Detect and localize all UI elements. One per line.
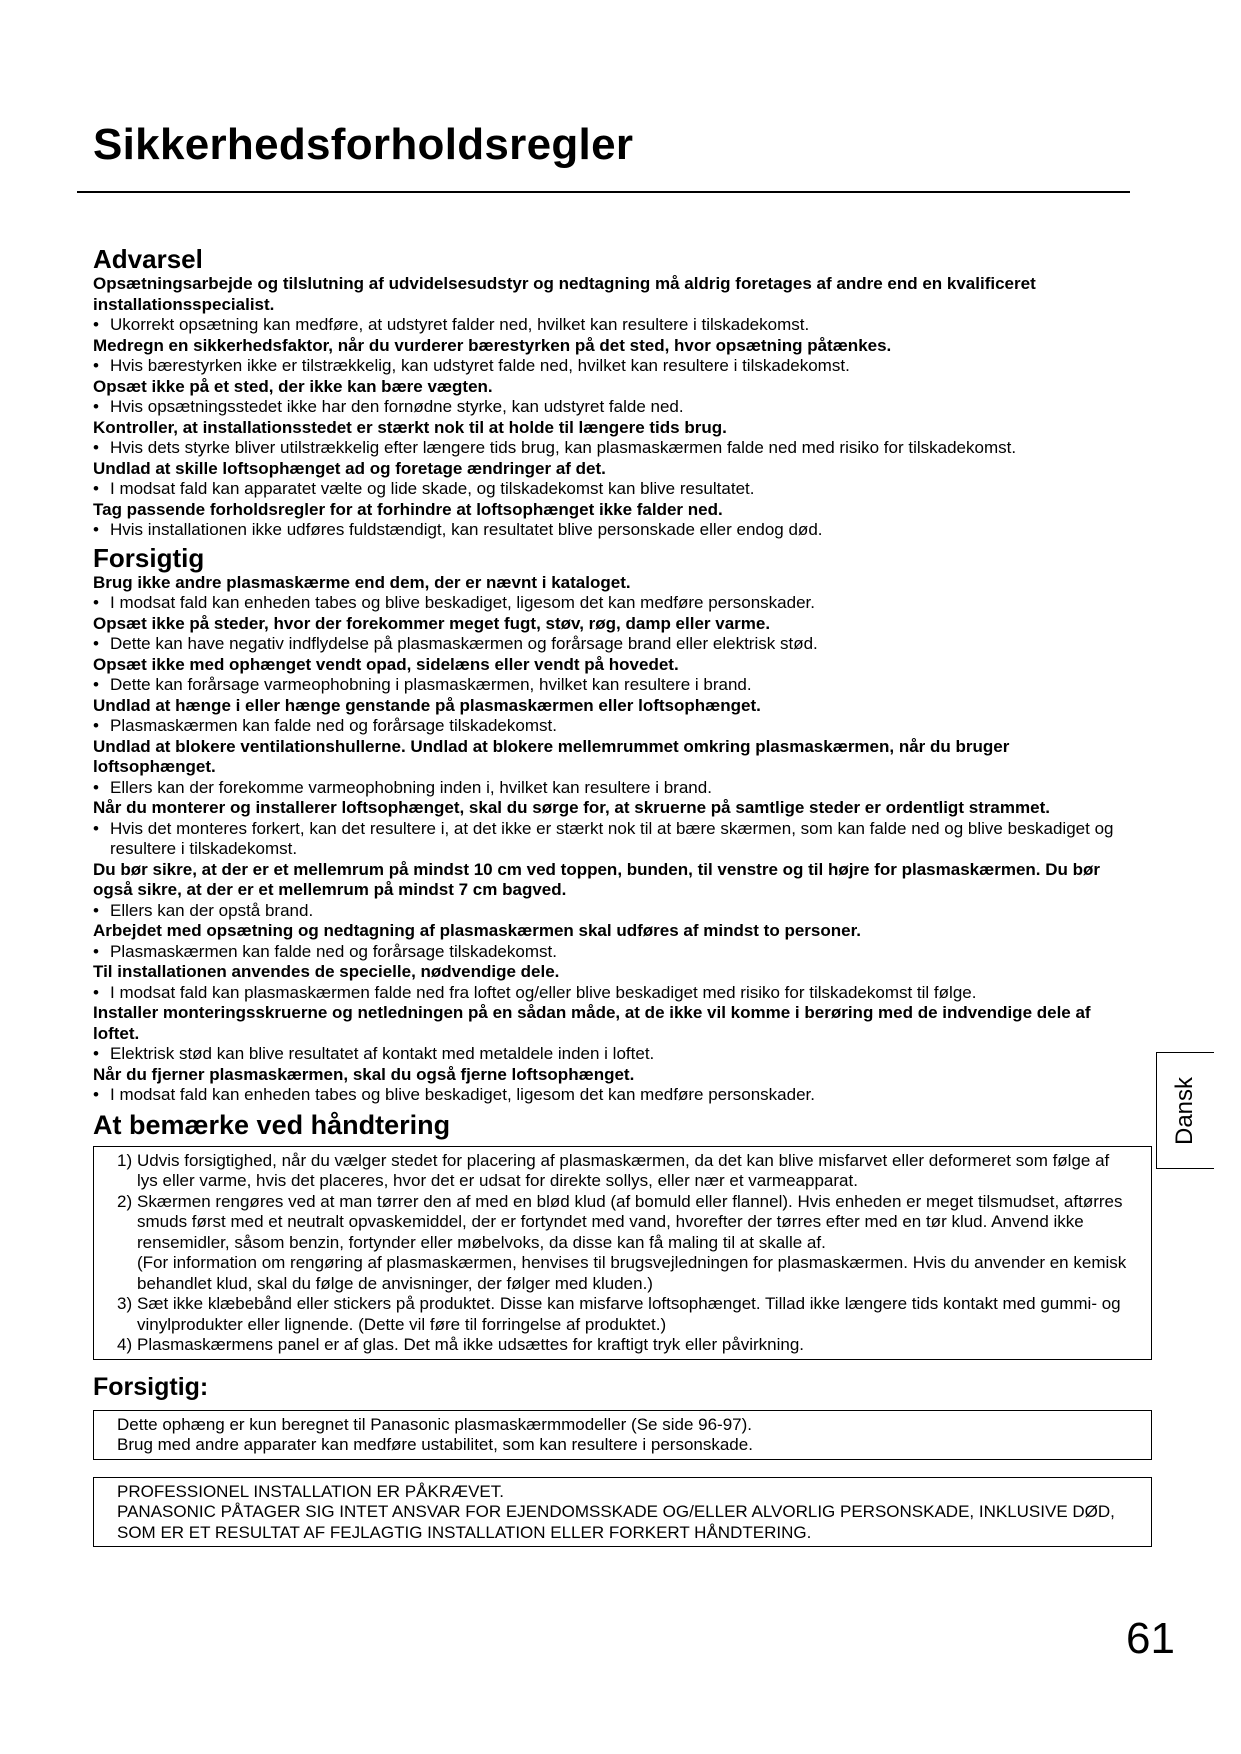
note-text: Hvis opsætningsstedet ikke har den fornødne styrke, kan udstyret falde ned.	[110, 397, 684, 416]
forsigtig-item-note	[93, 1044, 1133, 1065]
forsigtig-list	[93, 573, 1133, 1106]
note-text: I modsat fald kan enheden tabes og blive beskadiget, ligesom det kan medføre personskader.	[110, 1085, 815, 1104]
professional-line: PANASONIC PÅTAGER SIG INTET ANSVAR FOR EJENDOMSSKADE OG/ELLER ALVORLIG PERSONSKADE, INKLUSIVE DØD, SOM ER ET RESULTAT AF FEJLAGTIG INSTALLATION ELLER FORKERT HÅNDTERING.	[117, 1502, 1115, 1542]
bullet-icon: •	[93, 438, 99, 457]
item-number: 4)	[117, 1335, 133, 1354]
forsigtig-item-note	[93, 901, 1133, 922]
advarsel-list	[93, 274, 1133, 541]
bullet-icon: •	[93, 777, 99, 797]
advarsel-item-heading: Kontroller, at installationsstedet er stærkt nok til at holde til længere tids brug.	[93, 417, 727, 437]
professional-line: PROFESSIONEL INSTALLATION ER PÅKRÆVET.	[117, 1481, 504, 1501]
advarsel-item-heading: Medregn en sikkerhedsfaktor, når du vurderer bærestyrken på det sted, hvor opsætning påtænkes.	[93, 335, 892, 355]
handling-item	[117, 1335, 1133, 1356]
forsigtig-item-heading: Arbejdet med opsætning og nedtagning af plasmaskærmen skal udføres af mindst to personer.	[93, 921, 861, 940]
handling-item	[117, 1294, 1133, 1335]
bullet-icon: •	[93, 900, 99, 920]
item-subnote: (For information om rengøring af plasmaskærmen, henvises til brugsvejledningen for plasmaskærmen. Hvis du anvender en kemisk behandlet klud, skal du følge de anvisninger, der følger med kluden.)	[137, 1253, 1127, 1293]
forsigtig-item-heading: Når du fjerner plasmaskærmen, skal du også fjerne loftsophænget.	[93, 1064, 635, 1084]
note-text: I modsat fald kan apparatet vælte og lide skade, og tilskadekomst kan blive resultatet.	[110, 479, 755, 498]
bullet-icon: •	[93, 315, 99, 334]
bullet-icon: •	[93, 397, 99, 416]
note-text: Hvis installationen ikke udføres fuldstændigt, kan resultatet blive personskade eller endog død.	[110, 520, 823, 539]
forsigtig-item-heading: Opsæt ikke på steder, hvor der forekommer meget fugt, støv, røg, damp eller varme.	[93, 613, 771, 633]
item-text: Udvis forsigtighed, når du vælger stedet for placering af plasmaskærmen, da det kan blive misfarvet eller deformeret som følge af lys eller varme, hvis det placeres, hvor det er udsat for direkte sollys, eller nær et varmeapparat.	[137, 1150, 1110, 1190]
advarsel-item-note	[93, 520, 1133, 541]
caution-box	[93, 1410, 1152, 1460]
item-number: 2)	[117, 1191, 133, 1211]
content	[93, 244, 1133, 1547]
forsigtig-item-note	[93, 1085, 1133, 1106]
forsigtig-item-heading: Til installationen anvendes de specielle, nødvendige dele.	[93, 962, 560, 981]
advarsel-item-note	[93, 438, 1133, 459]
note-text: Hvis dets styrke bliver utilstrækkelig efter længere tids brug, kan plasmaskærmen falde ned med risiko for tilskadekomst.	[110, 438, 1017, 457]
bullet-icon: •	[93, 593, 99, 612]
item-number: 1)	[117, 1150, 133, 1170]
caution-heading: Forsigtig:	[93, 1372, 209, 1401]
note-text: I modsat fald kan plasmaskærmen falde ned fra loftet og/eller blive beskadiget med risiko for tilskadekomst til følge.	[110, 982, 977, 1002]
bullet-icon: •	[93, 716, 99, 735]
note-text: Ukorrekt opsætning kan medføre, at udstyret falder ned, hvilket kan resultere i tilskadekomst.	[110, 315, 810, 334]
language-tab-label: Dansk	[1171, 1076, 1199, 1145]
item-text: Plasmaskærmens panel er af glas. Det må ikke udsættes for kraftigt tryk eller påvirkning.	[137, 1335, 805, 1354]
bullet-icon: •	[93, 1085, 99, 1104]
note-text: Ellers kan der opstå brand.	[110, 900, 314, 920]
handling-heading: At bemærke ved håndtering	[93, 1109, 451, 1140]
bullet-icon: •	[93, 675, 99, 694]
advarsel-heading: Advarsel	[93, 244, 203, 274]
item-text: Skærmen rengøres ved at man tørrer den af med en blød klud (af bomuld eller flannel). Hvis enheden er meget tilsmudset, aftørres smuds først med et neutralt opvaskemiddel, der er fortyndet med vand, hvorefter der tørres efter med en tør klud. Anvend ikke rensemidler, såsom benzin, fortynder eller møbelvoks, da disse kan få maling til at skalle af.	[137, 1191, 1123, 1252]
item-number: 3)	[117, 1294, 133, 1313]
title-divider	[77, 191, 1130, 193]
advarsel-item-heading: Opsæt ikke på et sted, der ikke kan bære vægten.	[93, 376, 493, 396]
page-title: Sikkerhedsforholdsregler	[93, 120, 634, 169]
note-text: Elektrisk stød kan blive resultatet af kontakt med metaldele inden i loftet.	[110, 1044, 655, 1063]
forsigtig-item-note	[93, 593, 1133, 614]
advarsel-item-note	[93, 356, 1133, 377]
advarsel-item-heading: Undlad at skille loftsophænget ad og foretage ændringer af det.	[93, 458, 606, 478]
forsigtig-item-heading: Undlad at blokere ventilationshullerne. Undlad at blokere mellemrummet omkring plasmaskærmen, når du bruger loftsophænget.	[93, 736, 1010, 776]
forsigtig-item-note	[93, 983, 1133, 1004]
forsigtig-item-note	[93, 634, 1133, 655]
forsigtig-item-note	[93, 819, 1133, 860]
page-number: 61	[1126, 1614, 1175, 1663]
forsigtig-item-heading: Opsæt ikke med ophænget vendt opad, sidelæns eller vendt på hovedet.	[93, 654, 679, 674]
forsigtig-item-heading: Brug ikke andre plasmaskærme end dem, der er nævnt i kataloget.	[93, 572, 631, 592]
note-text: Ellers kan der forekomme varmeophobning inden i, hvilket kan resultere i brand.	[110, 777, 712, 797]
advarsel-item-note	[93, 315, 1133, 336]
forsigtig-item-heading: Undlad at hænge i eller hænge genstande på plasmaskærmen eller loftsophænget.	[93, 695, 761, 715]
bullet-icon: •	[93, 520, 99, 539]
bullet-icon: •	[93, 941, 99, 961]
advarsel-item-note	[93, 397, 1133, 418]
caution-line: Brug med andre apparater kan medføre ustabilitet, som kan resultere i personskade.	[117, 1435, 753, 1454]
note-text: Hvis bærestyrken ikke er tilstrækkelig, kan udstyret falde ned, hvilket kan resultere i tilskadekomst.	[110, 356, 850, 375]
note-text: I modsat fald kan enheden tabes og blive beskadiget, ligesom det kan medføre personskader.	[110, 593, 815, 612]
bullet-icon: •	[93, 818, 99, 838]
note-text: Hvis det monteres forkert, kan det resultere i, at det ikke er stærkt nok til at bære skærmen, som kan falde ned og blive beskadiget og resultere i tilskadekomst.	[110, 818, 1114, 858]
caution-line: Dette ophæng er kun beregnet til Panasonic plasmaskærmmodeller (Se side 96-97).	[117, 1414, 752, 1434]
item-text: Sæt ikke klæbebånd eller stickers på produktet. Disse kan misfarve loftsophænget. Tillad ikke længere tids kontakt med gummi- og vinylprodukter eller lignende. (Dette vil føre til forringelse af produktet.)	[137, 1294, 1121, 1334]
forsigtig-item-note	[93, 778, 1133, 799]
note-text: Plasmaskærmen kan falde ned og forårsage tilskadekomst.	[110, 716, 557, 735]
note-text: Dette kan have negativ indflydelse på plasmaskærmen og forårsage brand eller elektrisk stød.	[110, 634, 818, 653]
advarsel-item-note	[93, 479, 1133, 500]
forsigtig-item-heading: Når du monterer og installerer loftsophænget, skal du sørge for, at skruerne på samtlige steder er ordentligt strammet.	[93, 798, 1050, 817]
bullet-icon: •	[93, 1044, 99, 1063]
bullet-icon: •	[93, 356, 99, 375]
forsigtig-item-note	[93, 675, 1133, 696]
forsigtig-item-heading: Du bør sikre, at der er et mellemrum på mindst 10 cm ved toppen, bunden, til venstre og til højre for plasmaskærmen. Du bør også sikre, at der er et mellemrum på mindst 7 cm bagved.	[93, 859, 1101, 899]
bullet-icon: •	[93, 479, 99, 498]
forsigtig-item-note	[93, 716, 1133, 737]
advarsel-item-heading: Opsætningsarbejde og tilslutning af udvidelsesudstyr og nedtagning må aldrig foretages af andre end en kvalificeret installationsspecialist.	[93, 274, 1036, 314]
note-text: Dette kan forårsage varmeophobning i plasmaskærmen, hvilket kan resultere i brand.	[110, 675, 752, 694]
professional-box	[93, 1477, 1152, 1548]
forsigtig-item-note	[93, 942, 1133, 963]
handling-box	[93, 1146, 1152, 1360]
forsigtig-heading: Forsigtig	[93, 542, 205, 573]
advarsel-item-heading: Tag passende forholdsregler for at forhindre at loftsophænget ikke falder ned.	[93, 499, 723, 519]
forsigtig-item-heading: Installer monteringsskruerne og netledningen på en sådan måde, at de ikke vil komme i berøring med de indvendige dele af loftet.	[93, 1003, 1091, 1043]
note-text: Plasmaskærmen kan falde ned og forårsage tilskadekomst.	[110, 941, 557, 961]
language-tab	[1156, 1052, 1214, 1169]
handling-item	[117, 1192, 1133, 1254]
bullet-icon: •	[93, 982, 99, 1002]
bullet-icon: •	[93, 634, 99, 653]
handling-item	[117, 1151, 1133, 1192]
